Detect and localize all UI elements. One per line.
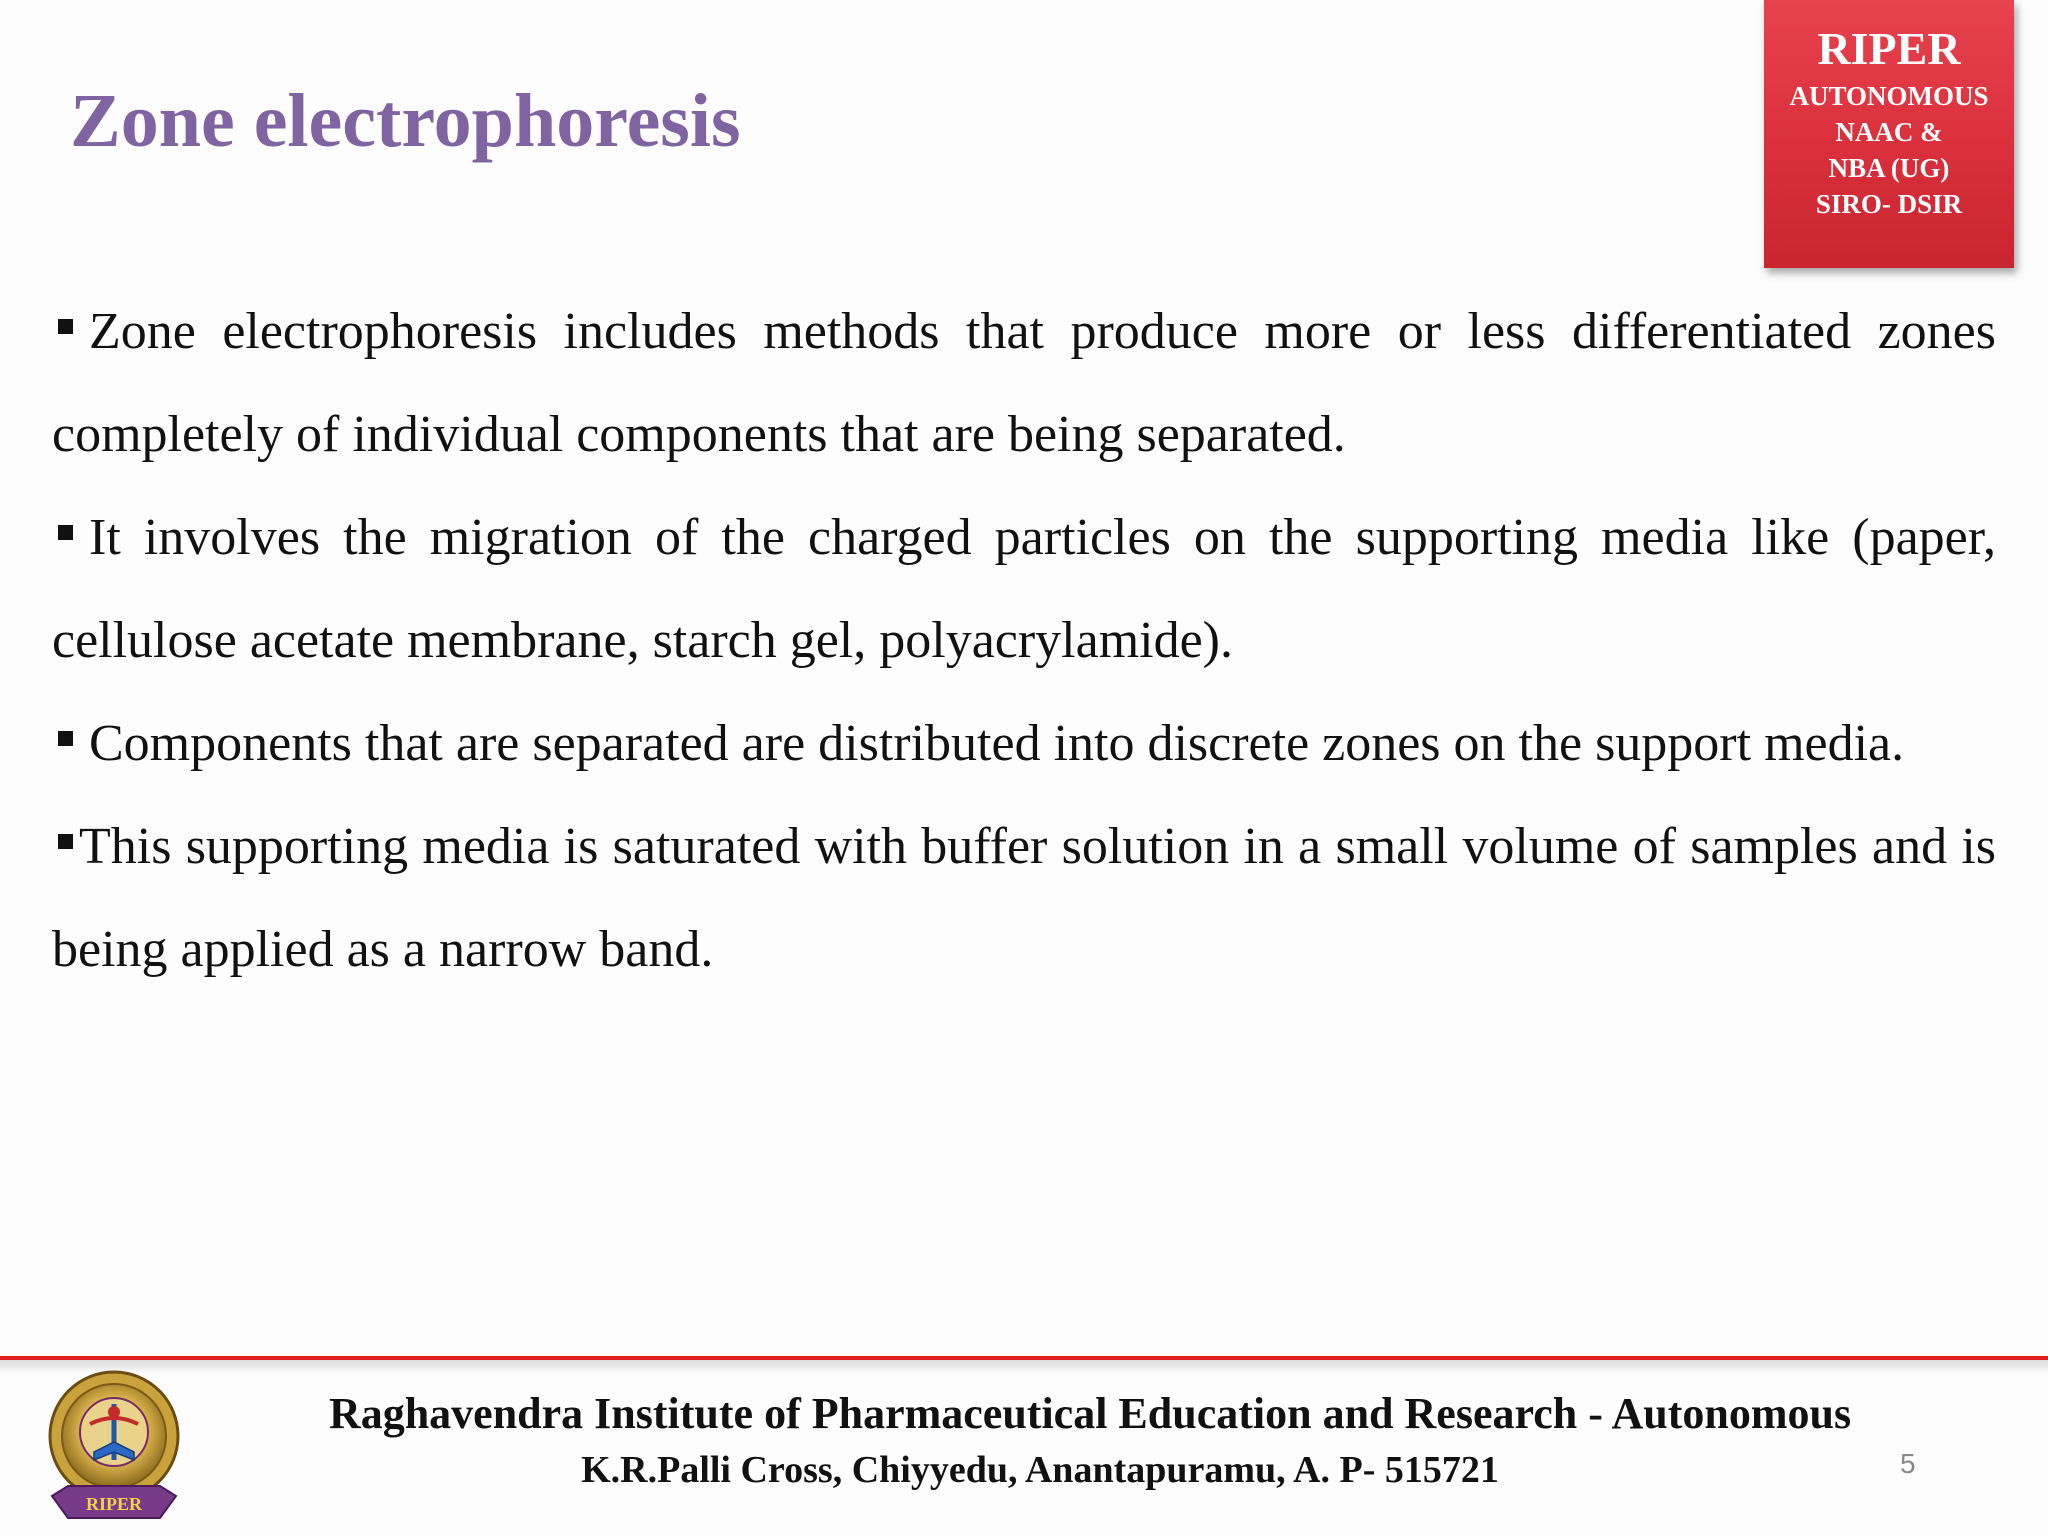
accreditation-badge: [1764, 0, 2014, 268]
footer-shadow: [0, 1360, 2048, 1374]
page-number: 5: [1900, 1448, 1916, 1479]
institute-emblem-icon: [42, 1368, 186, 1528]
logo-text: RIPER: [85, 1494, 143, 1514]
bullet-text: It involves the migration of the charged particles on the supporting media like (paper, cellulose acetate membrane, starch gel, polyacrylamide).: [52, 509, 1996, 669]
badge-line: NBA (UG): [1828, 153, 1950, 183]
bullet-item: [52, 692, 1996, 795]
bullet-item: [52, 795, 1996, 1001]
bullet-text: Components that are separated are distributed into discrete zones on the support media.: [89, 715, 1905, 772]
badge-title: RIPER: [1817, 23, 1961, 74]
bullet-item: [52, 486, 1996, 692]
bullet-text: This supporting media is saturated with buffer solution in a small volume of samples and is being applied as a narrow band.: [52, 818, 1996, 978]
bullet-item: [52, 280, 1996, 486]
bullet-list: [52, 280, 1996, 1001]
institute-address: K.R.Palli Cross, Chiyyedu, Anantapuramu, A. P- 515721: [581, 1449, 1499, 1491]
slide-title: Zone electrophoresis: [70, 79, 741, 163]
institute-name: Raghavendra Institute of Pharmaceutical Education and Research - Autonomous: [328, 1389, 1852, 1438]
badge-line: NAAC &: [1835, 117, 1943, 147]
square-bullet-icon: [58, 834, 73, 849]
badge-line: SIRO- DSIR: [1815, 189, 1963, 219]
square-bullet-icon: [58, 731, 73, 746]
square-bullet-icon: [58, 525, 73, 540]
badge-line: AUTONOMOUS: [1789, 81, 1989, 111]
square-bullet-icon: [58, 319, 73, 334]
bullet-text: Zone electrophoresis includes methods that produce more or less differentiated zones completely of individual components that are being separated.: [52, 303, 1996, 463]
